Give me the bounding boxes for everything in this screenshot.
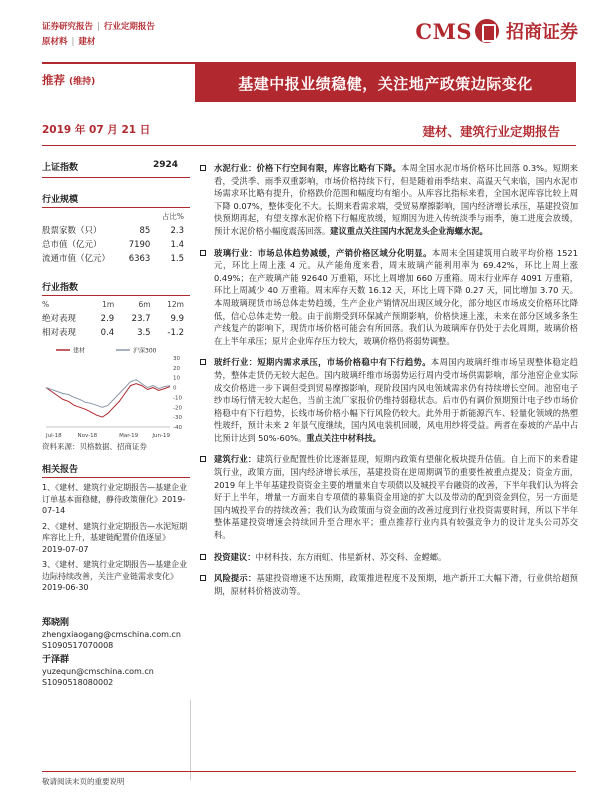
perf-value: 23.7 <box>131 314 151 324</box>
scale-value: 6363 <box>128 254 151 264</box>
scale-label: 股票家数（只） <box>42 226 102 236</box>
square-bullet-icon <box>200 456 206 462</box>
report-category: 证券研究报告 <box>42 22 94 32</box>
report-type <box>42 20 155 50</box>
paragraph <box>200 356 578 444</box>
y-tick-label: 30 <box>173 356 180 362</box>
x-tick-label: Jun-19 <box>152 433 170 439</box>
sidebar <box>42 157 190 594</box>
y-tick-label: 10 <box>173 375 180 382</box>
paragraph-lead: 水泥行业：价格下行空间有限，库容比略有下降。 <box>214 163 402 173</box>
table-row <box>42 312 190 326</box>
company-logo <box>415 18 578 44</box>
square-bullet-icon <box>200 250 206 256</box>
paragraph-lead: 投资建议： <box>214 551 256 562</box>
separator: | <box>97 22 100 32</box>
paragraph-body: 建筑行业配置性价比逐渐显现，短期内政策有望催化板块提升估值。自上而下的来看建筑行业，政策方面，国内经济增长承压，基建投资在逆周期调节的重要性被重点提及；资金方面，2019 年上半年基建投资资金主要的增量来自专项债以及城投平台融资的改善，下半年我们认为将会好于上半年，增量一方面来自专项债的募集资金用途的扩大以及带动的配到资金到位，另一方面是国内城投平台的持续改善；我们认为政策面与资金面的改善过度到行业投资需要时间，所以下半年整体基建投资增速会持续回升至合理水平；重点推荐行业内具有较强竞争力的设计龙头公司苏交科。 <box>214 454 578 541</box>
square-bullet-icon <box>200 165 206 171</box>
main-content <box>200 162 578 606</box>
paragraph-body: 基建投资增速不达预期，政策推进程度不及预期，地产新开工大幅下滑，行业供给超预期，原材料价格波动等。 <box>214 573 578 596</box>
paragraph-lead: 风险提示： <box>214 573 257 584</box>
perf-header: 6m <box>138 300 151 309</box>
table-row <box>42 238 190 252</box>
y-tick-label: -20 <box>173 405 182 412</box>
perf-header: % <box>42 300 50 309</box>
logo-cms: CMS <box>415 18 472 44</box>
report-title: 基建中报业绩稳健，关注地产政策边际变化 <box>195 64 576 102</box>
analyst-id: S1090517070008 <box>42 641 114 650</box>
scale-value: 7190 <box>128 240 151 250</box>
scale-label: 总市值（亿元） <box>42 240 102 250</box>
x-tick-label: Mar-19 <box>119 433 139 439</box>
analyst-name: 郑晓刚 <box>42 618 70 628</box>
logo-seal-icon <box>475 19 499 43</box>
x-tick-label: Nov-18 <box>77 433 98 439</box>
perf-value: -1.2 <box>167 328 184 338</box>
paragraph <box>200 247 578 348</box>
sub-sector: 建材 <box>78 37 96 47</box>
scale-title: 行业规模 <box>42 192 190 208</box>
scale-value: 85 <box>139 226 151 236</box>
perf-value: 0.4 <box>100 328 115 338</box>
table-row <box>42 252 190 266</box>
related-title: 相关报告 <box>42 462 190 478</box>
sector: 原材料 <box>42 37 68 47</box>
report-date: 2019 年 07 月 21 日 <box>42 124 151 136</box>
column-divider <box>190 700 191 780</box>
y-tick-label: -40 <box>173 425 182 431</box>
square-bullet-icon <box>200 575 206 581</box>
paragraph <box>200 453 578 541</box>
related-report[interactable]: 1、《建材、建筑行业定期报告—基建企业订单基本面稳健，静待政策催化》2019-07-14 <box>42 483 188 515</box>
rating <box>42 72 95 88</box>
footer-note: 敬请阅读末页的重要说明 <box>42 777 125 786</box>
paragraph <box>200 572 578 597</box>
paragraph-body: 本周国内玻璃纤维市场呈现整体稳定趋势，整体走货仍无较大起色。国内玻璃纤维市场弱势运行周内受市场供需影响，部分池窑企业实际成交价格进一步下调但受到贸易摩擦影响，现阶段国内风电领域需求仍有持续增长空间。池窑电子纱市场行情无较大起色，当前主流厂家报价仍维持弱稳状态。后市仍有调价预期预计电子纱市场价格稳中有下行趋势，长线市场价格小幅下行风险仍较大。此外用于新能源汽车、轻量化领域的热塑性玻纤，预计未来 2 年景气度继续，国内风电装机回暖，风电用纱将受益。两者在泰坡的产品中占比预计达到 50%-60%。 <box>214 357 578 443</box>
index-chart <box>42 344 190 439</box>
series-line <box>46 380 170 408</box>
index-value: 2924 <box>152 160 178 170</box>
legend-label: 建材 <box>73 347 86 355</box>
perf-label: 绝对表现 <box>42 314 77 324</box>
perf-table <box>42 298 190 340</box>
footer-rule <box>42 771 576 772</box>
paragraph-lead: 建筑行业： <box>214 454 257 465</box>
chart-source: 资料来源：贝格数据、招商证券 <box>42 442 147 451</box>
table-row <box>42 224 190 238</box>
scale-label: 流通市值（亿元） <box>42 254 111 264</box>
logo-name: 招商证券 <box>506 22 578 43</box>
rating-label: 推荐 <box>42 73 65 87</box>
report-kind: 行业定期报告 <box>103 22 155 32</box>
square-bullet-icon <box>200 359 206 365</box>
y-tick-label: -30 <box>173 415 182 422</box>
perf-header: 1m <box>102 300 115 309</box>
paragraph-lead: 玻璃行业：市场总体趋势减缓，产销价格区域分化明显。 <box>214 247 432 258</box>
perf-value: 9.9 <box>170 314 184 324</box>
table-row <box>42 326 190 340</box>
perf-label: 相对表现 <box>42 328 77 338</box>
paragraph <box>200 551 578 564</box>
analyst-email[interactable]: yuzequn@cmschina.com.cn <box>42 667 154 676</box>
legend-label: 沪深300 <box>133 347 157 355</box>
analysts <box>42 618 190 688</box>
paragraph-body: 本周全国水泥市场价格环比回落 0.3%。短期来看，受洪季、雨季双重影响，市场价格持续下行，但是随着雨季结束、高温天气来临，国内水泥市场需求环比略有提升，价格跌价范围和幅度均有缩小。从库容比指标来看，全国水泥库容比较上周下降 0.07%，整体变化不大。长期来看需求端，受贸易摩擦影响，国内经济增长承压，基建投资加快预期再起，有望支撑水泥价格下行幅度放缓，短期因为进入传统淡季与雨季，施工进度会放缓，预计水泥价格小幅度震荡回落。 <box>214 163 578 236</box>
paragraph <box>200 162 578 238</box>
y-tick-label: 0 <box>173 385 177 392</box>
perf-value: 2.9 <box>100 314 115 324</box>
scale-header: 占比% <box>161 212 184 221</box>
scale-pct: 1.4 <box>170 240 184 250</box>
index-row <box>42 157 190 178</box>
report-subtitle: 建材、建筑行业定期报告 <box>422 124 560 139</box>
rating-note: (维持) <box>69 77 96 87</box>
perf-value: 3.5 <box>137 328 151 338</box>
y-tick-label: 20 <box>173 365 180 372</box>
related-report[interactable]: 2、《建材、建筑行业定期报告—水泥短期库容比上升，基建链配置价值逐显》2019-07-07 <box>42 521 188 554</box>
square-bullet-icon <box>200 554 206 560</box>
index-label: 上证指数 <box>42 163 79 173</box>
analyst-email[interactable]: zhengxiaogang@cmschina.com.cn <box>42 630 181 639</box>
paragraph-lead: 玻纤行业：短期内需求承压，市场价格稳中有下行趋势。 <box>214 357 431 368</box>
separator: | <box>71 37 75 47</box>
scale-pct: 2.3 <box>170 226 184 236</box>
related-report[interactable]: 3、《建材、建筑行业定期报告—基建企业边际持续改善，关注产业链需求变化》2019-06-30 <box>42 560 188 592</box>
paragraph-body: 中材科技、东方雨虹、伟星新材、苏交科、金螳螂。 <box>255 551 447 562</box>
title-rule <box>42 145 576 146</box>
perf-header: 12m <box>167 300 184 309</box>
paragraph-tail: 重点关注中材科技。 <box>306 432 381 443</box>
analyst-id: S1090518080002 <box>42 678 114 687</box>
y-tick-label: -10 <box>173 395 182 402</box>
scale-pct: 1.5 <box>170 254 184 264</box>
series-line <box>46 384 170 418</box>
chart-svg <box>42 344 190 439</box>
analyst-name: 于泽群 <box>42 655 70 665</box>
perf-title: 行业指数 <box>42 280 190 296</box>
paragraph-tail: 建议重点关注国内水泥龙头企业海螺水泥。 <box>330 225 488 236</box>
paragraph-body: 本周末全国建筑用白玻平均价格 1521 元，环比上周上涨 4 元。从产能角度来看，周末玻璃产能利用率为 69.42%，环比上周上涨 0.49%；在产玻璃产能 92640 万重箱，环比上周增加 660 万重箱。周末行业库存 4091 万重箱，环比上周减少 40 万重箱。周末库存天数 16.12 天，环比上周下降 0.27 天，同比增加 3.70 天。本周玻璃现货市场总体走势趋缓，生产企业产销情况出现区域分化，部分地区市场成交价格环比降低，信心总体走势一般。由于前期受到环保减产预期影响，价格快速上涨，未来在部分区域多条生产线复产的影响下，现货市场价格可能会有所回落。我们认为玻璃库存仍处于去化周期，玻璃价格在上半年承压；原片企业库存压力较大，玻璃价格仍将弱势调整。 <box>214 247 578 346</box>
x-tick-label: Jul-18 <box>46 433 62 439</box>
scale-table <box>42 210 190 266</box>
